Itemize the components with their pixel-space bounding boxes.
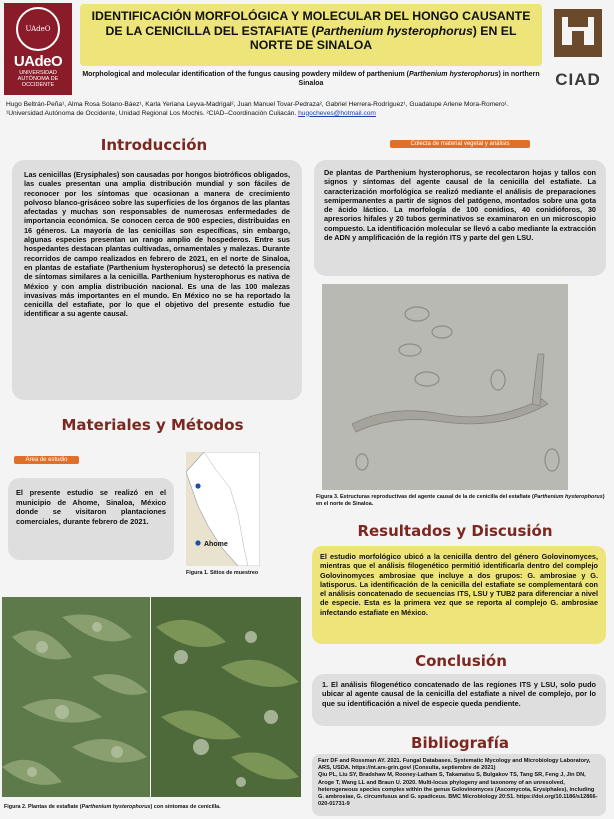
ciad-logo [547, 3, 609, 95]
ciad-logo-text: CIAD [555, 70, 601, 89]
plant-photo-left [2, 597, 150, 797]
university-logo-sub: UNIVERSIDAD AUTÓNOMA DE OCCIDENTE [17, 70, 59, 88]
study-area-panel [8, 478, 174, 560]
bibliography-panel [312, 754, 606, 816]
affiliations-line: ¹Universidad Autónoma de Occidente, Unidad Regional Los Mochis. ²CIAD–Coordinación Culiacán. hugocheves@hotmail.com [6, 109, 376, 117]
university-seal-icon: UAdeO [16, 7, 60, 51]
results-panel [312, 546, 606, 644]
figure-1-caption: Figura 1. Sitios de muestreo [186, 570, 259, 576]
methods-heading: Materiales y Métodos [61, 416, 244, 434]
study-area-text: El presente estudio se realizó en el municipio de Ahome, Sinaloa, México donde se visitaron plantaciones comerciales, durante febrero de 2021. [16, 488, 166, 526]
ahome-marker [195, 540, 200, 545]
poster-subtitle: Morphological and molecular identification of the fungus causing powdery mildew of parthenium (Parthenium hysterophorus) in northern Sinaloa [82, 71, 540, 87]
university-logo [4, 3, 72, 95]
conclusion-text: 1. El análisis filogenético concatenado de las regiones ITS y LSU, solo pudo ubicar al agente causal de la cenicilla del estafiate a nivel de complejo, por lo que su identificación a nivel de especie queda pendiente. [322, 680, 596, 708]
collection-panel [314, 160, 606, 276]
results-heading: Resultados y Discusión [357, 522, 553, 540]
figure-3-caption: Figura 3. Estructuras reproductivas del agente causal de la de cenicilla del estafiate (Parthenium hysterophorus) en el norte de Sinaloa. [316, 494, 605, 507]
ahome-label: Ahome [204, 541, 228, 548]
intro-panel [12, 160, 302, 400]
poster-title: IDENTIFICACIÓN MORFOLÓGICA Y MOLECULAR DEL HONGO CAUSANTE DE LA CENICILLA DEL ESTAFIATE (Parthenium hysterophorus) EN EL NORTE DE SINALOA [91, 9, 531, 52]
results-text: El estudio morfológico ubicó a la cenicilla dentro del género Golovinomyces, mientras que el análisis filogenético permitió identificarla dentro del complejo Golovinomyces ambrosiae que incluye a dos grupos: G. ambrosiae y G. latisporus. La identificación de la cenicilla del estafiate se complementará con el análisis concatenado de secuencias ITS, LSU y TUB2 para diferenciar a nivel de especie. Esta es la primera vez que se reporta al complejo G. ambrosiae infectando estafiate en México. [320, 552, 598, 617]
collection-text: De plantas de Parthenium hysterophorus, se recolectaron hojas y tallos con signos y síntomas del agente causal de la cenicilla del estafiate. La caracterización morfológica se realizó mediante el análisis de preparaciones semipermanentes a partir de signos del patógeno, montados sobre una gota de ácido láctico. La morfología de 100 conidios, 40 conidióforos, 30 apresorios hifales y 20 tubos germinativos se examinaron en un microscopio compuesto. La identificación molecular se llevó a cabo mediante la extracción de ADN y amplificación de la región ITS y parte del gen LSU. [324, 168, 596, 243]
authors-block [6, 101, 610, 118]
study-area-tag: Área de estudio [14, 456, 79, 464]
microscope-photo [322, 284, 568, 490]
plant-photo-right [151, 597, 301, 797]
conclusion-heading: Conclusión [415, 652, 507, 670]
collection-tag: Colecta de material vegetal y análisis [390, 140, 530, 148]
conclusion-panel [312, 674, 606, 726]
study-area-map [186, 452, 260, 566]
poster-title-box [80, 4, 542, 66]
ciad-mark-icon [550, 5, 606, 61]
intro-text: Las cenicillas (Erysiphales) son causadas por hongos biotróficos obligados, las cuales presentan una amplia distribución mundial y son fáciles de reconocer por los síntomas que ocasionan a manera de crecimiento polvoso blanco-grisáceo sobre las superficies de los órganos de las plantas afectadas y muchas son responsables de numerosas enfermedades de importancia económica. Se conocen cerca de 900 especies, distribuidas en 16 géneros. La mayoría de las cenicillas son específicas, sin embargo, algunas especies presentan un rango amplio de hospederos. Entre sus hospedantes destacan plantas cultivadas, ornamentales y malezas. Durante recorridos de campo realizados en febrero de 2021, en el norte de Sinaloa, en plantas de estafiate (Parthenium hysterophorus) se detectó la presencia de síntomas similares a la cenicilla. Parthenium hysterophorus es nativa de México y con amplia distribución nacional. Es una de las 100 malezas invasivas más importantes en el mundo. En México no se ha reportado la cenicilla del estafiate, por lo que el objetivo del presente estudio fue identificar a su agente causal. [24, 170, 290, 319]
authors-line: Hugo Beltrán-Peña¹, Alma Rosa Solano-Báez¹, Karla Yeriana Leyva-Madrigal², Juan Manuel Tovar-Pedraza², Gabriel Herrera-Rodríguez¹, Guadalupe Arlene Mora-Romero¹. [6, 101, 509, 108]
sampling-site-marker [195, 483, 200, 488]
reference-1: Farr DF and Rossman AY. 2021. Fungal Databases. Systematic Mycology and Microbiology Laboratory, ARS, USDA. https://nt.ars-grin.gov/ (Consulta, septiembre de 2021) [318, 758, 591, 772]
bibliography-heading: Bibliografía [411, 734, 509, 752]
figure-2-caption: Figura 2. Plantas de estafiate (Parthenium hysterophorus) con síntomas de cenicilla. [4, 804, 221, 810]
intro-heading: Introducción [100, 136, 208, 154]
email-link[interactable]: hugocheves@hotmail.com [298, 109, 376, 117]
reference-2: Qiu PL, Liu SY, Bradshaw M, Rooney-Latham S, Takamatsu S, Bulgakov TS, Tang SR, Feng J, Jin DN, Aroge T, Wang LL and Braun U. 2020. Multi-locus phylogeny and taxonomy of an unresolved, heterogeneous species complex within the genus Golovinomyces (Ascomycota, Erysiphales), including G. ambrosiae, G. circumfusus and G. spadiceus. BMC Microbiology 20:51. https://doi.org/10.1186/s12866-020-01731-9 [318, 772, 598, 808]
university-logo-name: UAdeO [13, 53, 63, 70]
